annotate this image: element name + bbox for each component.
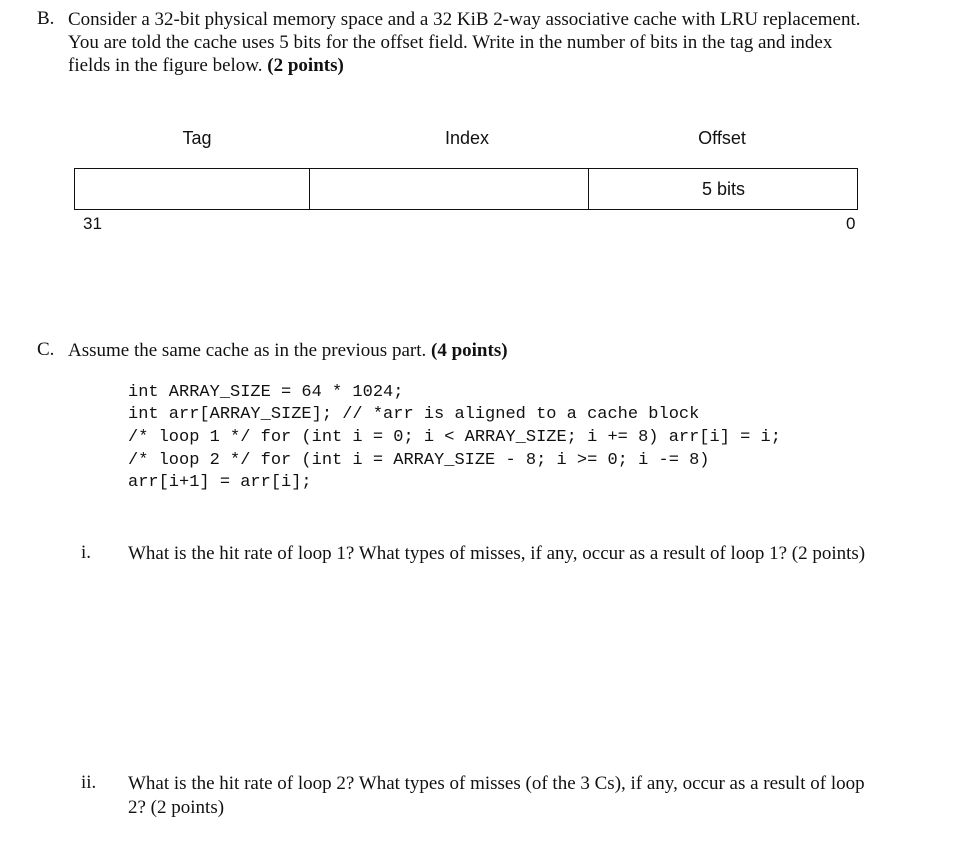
- offset-bits-field: 5 bits: [701, 178, 746, 199]
- subquestion-ii-line-2: 2? (2 points): [128, 797, 225, 818]
- offset-header: Offset: [698, 128, 746, 148]
- code-line: /* loop 1 */ for (int i = 0; i < ARRAY_SIZE; i += 8) arr[i] = i;: [128, 428, 781, 447]
- bit-31-label: 31: [83, 214, 102, 233]
- subquestion-i-text: What is the hit rate of loop 1? What types of misses, if any, occur as a result of loop 1? (2 points): [128, 543, 866, 564]
- tag-bits-field[interactable]: [74, 168, 309, 210]
- question-b-line-1: Consider a 32-bit physical memory space and a 32 KiB 2-way associative cache with LRU replacement.: [68, 9, 861, 30]
- subquestion-ii-label: ii.: [81, 772, 97, 793]
- code-line: /* loop 2 */ for (int i = ARRAY_SIZE - 8; i >= 0; i -= 8): [128, 451, 710, 470]
- tag-header: Tag: [182, 128, 212, 148]
- question-b-line-2: You are told the cache uses 5 bits for the offset field. Write in the number of bits in the tag and index: [68, 32, 833, 53]
- subquestion-ii-line-1: What is the hit rate of loop 2? What types of misses (of the 3 Cs), if any, occur as a result of loop: [128, 773, 865, 794]
- question-b-line-3: [68, 54, 344, 77]
- index-bits-field[interactable]: [310, 168, 588, 210]
- question-b-line-3-text: fields in the figure below.: [68, 55, 263, 76]
- code-line: int ARRAY_SIZE = 64 * 1024;: [128, 383, 404, 402]
- question-b-points: (2 points): [267, 55, 344, 76]
- bit-0-label: 0: [846, 214, 856, 233]
- code-line: arr[i+1] = arr[i];: [128, 473, 312, 492]
- question-c-label: C.: [37, 339, 55, 360]
- subquestion-i-label: i.: [81, 542, 92, 563]
- question-b-label: B.: [37, 8, 55, 29]
- question-c-points: (4 points): [431, 340, 508, 361]
- index-header: Index: [444, 128, 490, 148]
- question-c-text: Assume the same cache as in the previous part.: [68, 340, 427, 361]
- question-c-line: [68, 339, 508, 362]
- code-line: int arr[ARRAY_SIZE]; // *arr is aligned to a cache block: [128, 405, 700, 424]
